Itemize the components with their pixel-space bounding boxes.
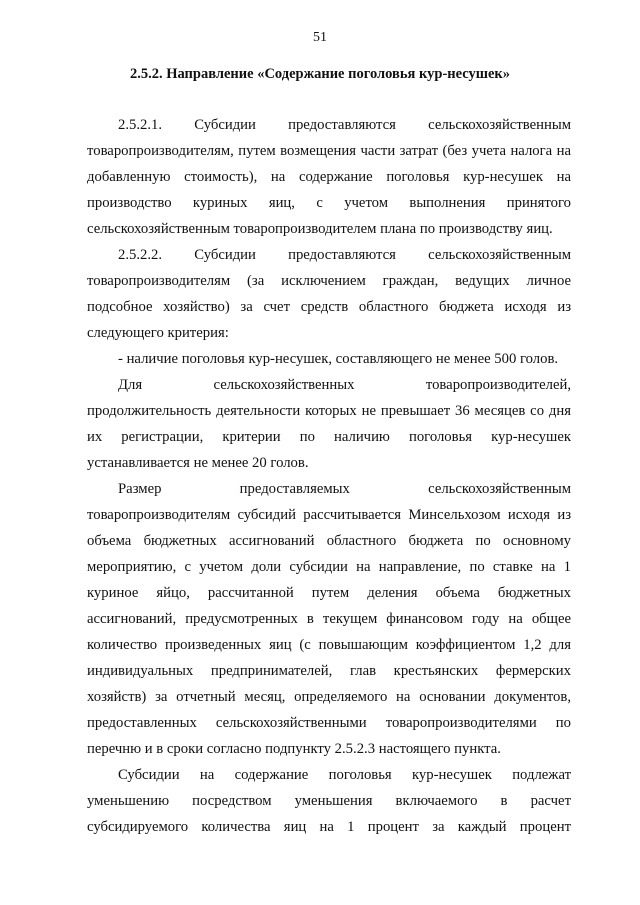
text-line: следующего критерия: bbox=[87, 325, 229, 341]
paragraph-reduction bbox=[87, 762, 571, 840]
document-body bbox=[87, 112, 571, 840]
page-number: 51 bbox=[313, 30, 327, 45]
text-line: мероприятию, с учетом доли субсидии на направление, по ставке на 1 bbox=[87, 559, 571, 575]
text-line: товаропроизводителям субсидий рассчитывается Минсельхозом исходя из bbox=[87, 507, 571, 523]
text-line: Субсидии на содержание поголовья кур-несушек подлежат bbox=[118, 767, 571, 783]
text-line: производство куриных яиц, с учетом выполнения принятого bbox=[87, 195, 571, 211]
text-line: перечню и в сроки согласно подпункту 2.5.2.3 настоящего пункта. bbox=[87, 741, 501, 757]
text-line: 2.5.2.2. Субсидии предоставляются сельскохозяйственным bbox=[118, 247, 571, 263]
paragraph-subsidy-size bbox=[87, 476, 571, 762]
text-line: продолжительность деятельности которых не превышает 36 месяцев со дня bbox=[87, 403, 571, 419]
text-line: субсидируемого количества яиц на 1 процент за каждый процент bbox=[87, 819, 571, 835]
text-line: предоставленных сельскохозяйственными товаропроизводителями по bbox=[87, 715, 571, 731]
text-line: объема бюджетных ассигнований областного бюджета по основному bbox=[87, 533, 571, 549]
text-line: хозяйств) за отчетный месяц, определяемого на основании документов, bbox=[87, 689, 571, 705]
paragraph-new-producers bbox=[87, 372, 571, 476]
text-line: товаропроизводителям, путем возмещения части затрат (без учета налога на bbox=[87, 143, 571, 159]
text-line: количество произведенных яиц (с повышающим коэффициентом 1,2 для bbox=[87, 637, 571, 653]
text-line: 2.5.2.1. Субсидии предоставляются сельскохозяйственным bbox=[118, 117, 571, 133]
criterion-item bbox=[87, 346, 571, 372]
text-line: - наличие поголовья кур-несушек, составляющего не менее 500 голов. bbox=[118, 351, 559, 367]
paragraph-2-5-2-1 bbox=[87, 112, 571, 242]
text-line: куриное яйцо, рассчитанной путем деления объема бюджетных bbox=[87, 585, 571, 601]
text-line: добавленную стоимость), на содержание поголовья кур-несушек на bbox=[87, 169, 571, 185]
text-line: ассигнований, предусмотренных в текущем финансовом году на общее bbox=[87, 611, 571, 627]
text-line: индивидуальных предпринимателей, глав крестьянских фермерских bbox=[87, 663, 571, 679]
text-line: Размер предоставляемых сельскохозяйственным bbox=[118, 481, 571, 497]
text-line: Для сельскохозяйственных товаропроизводителей, bbox=[118, 377, 571, 393]
text-line: подсобное хозяйство) за счет средств областного бюджета исходя из bbox=[87, 299, 571, 315]
text-line: сельскохозяйственным товаропроизводителем плана по производству яиц. bbox=[87, 221, 553, 237]
text-line: уменьшению посредством уменьшения включаемого в расчет bbox=[87, 793, 571, 809]
text-line: товаропроизводителям (за исключением граждан, ведущих личное bbox=[87, 273, 571, 289]
section-heading: 2.5.2. Направление «Содержание поголовья кур-несушек» bbox=[129, 66, 511, 82]
text-line: устанавливается не менее 20 голов. bbox=[87, 455, 309, 471]
paragraph-2-5-2-2 bbox=[87, 242, 571, 346]
text-line: их регистрации, критерии по наличию поголовья кур-несушек bbox=[87, 429, 571, 445]
